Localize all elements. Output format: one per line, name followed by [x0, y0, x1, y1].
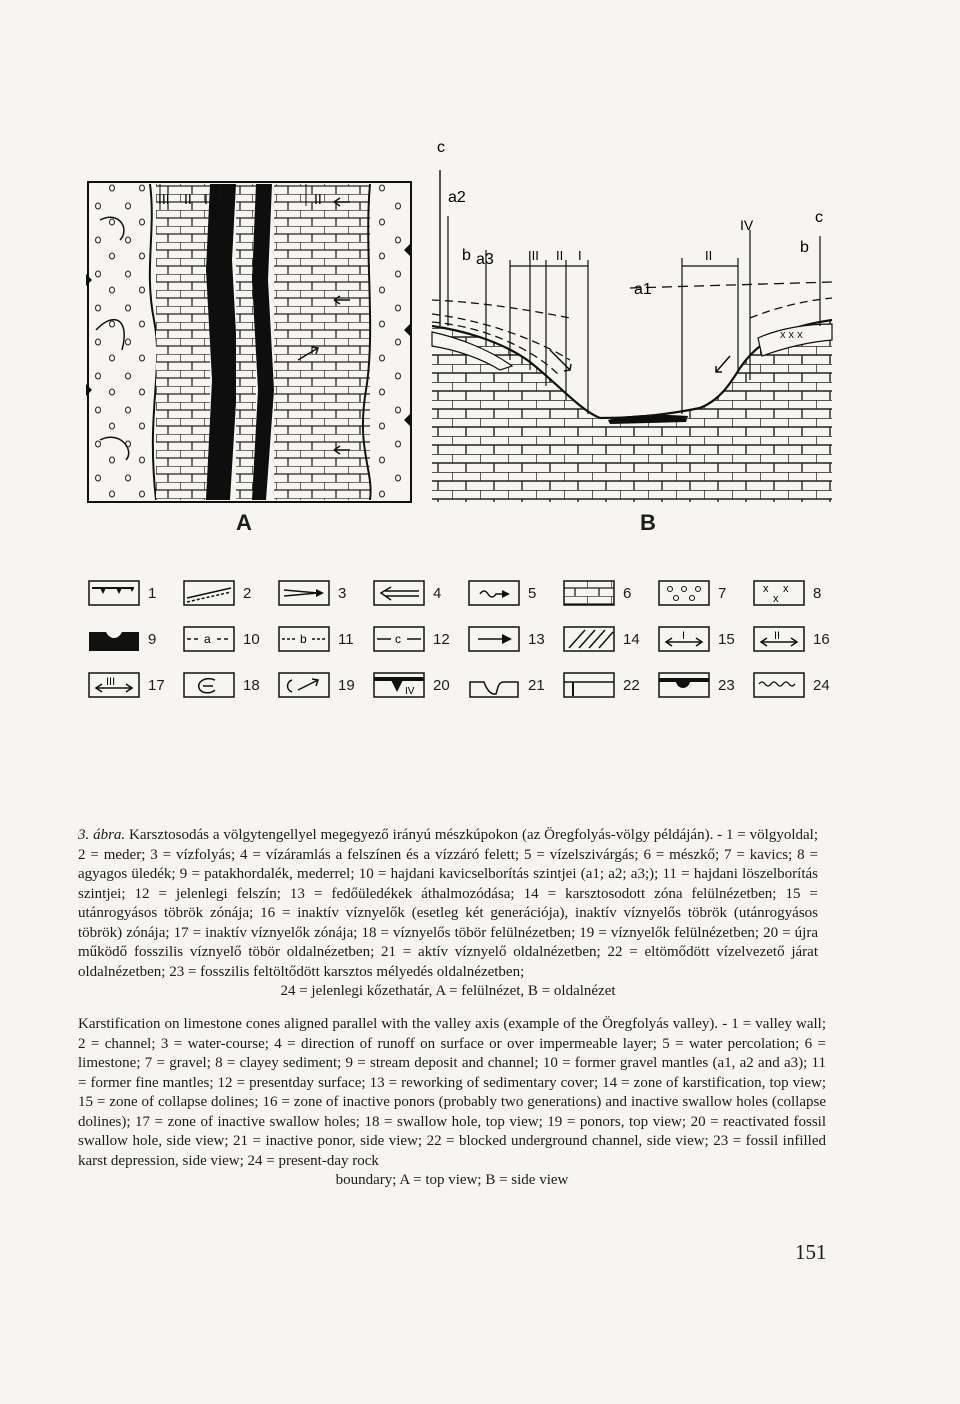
caption-en-text: Karstification on limestone cones aligned parallel with the valley axis (example of the Öregfolyás valley). - 1 = valley wall; 2 = channel; 3 = water-course; 4 = direction of runoff on surface or over impermeable layer; 5 = water percolation; 6 = limestone; 7 = gravel; 8 = clayey sediment; 9 = stream deposit and channel; 10 = former gravel mantles (a1, a2 and a3); 11 = former fine mantles; 12 = presentday surface; 13 = reworking of sedimentary cover; 14 = zone of karstification, top view; 15 = zone of collapse dolines; 16 = zone of inactive ponors (probably two generations) and inactive swallow holes (collapse dolines); 17 = zone of inactive swallow holes; 18 = swallow hole, top view; 19 = ponors, top view; 20 = reactivated fossil swallow hole, side view; 21 = inactive ponor, side view; 22 = blocked underground channel, side view; 23 = fossil infilled karst depression, side view; 24 = present-day rock [78, 1016, 826, 1169]
legend-number: 5 [528, 584, 537, 602]
legend-number: 20 [433, 676, 450, 694]
b-label-a1: a1 [634, 281, 652, 298]
gravel-icon [658, 580, 710, 606]
figure-reference: 3. ábra. [78, 827, 126, 843]
legend-item-2 [183, 578, 278, 608]
legend-number: 4 [433, 584, 442, 602]
a-zone-label-iii: III [158, 191, 170, 207]
legend-number: 21 [528, 676, 545, 694]
legend-item-9 [88, 624, 183, 654]
panel-b-label: B [640, 510, 656, 535]
legend-item-5 [468, 578, 563, 608]
inactive-ponors-zone-icon [753, 626, 805, 652]
inactive-ponor-icon [468, 672, 520, 698]
legend-item-22 [563, 670, 658, 700]
legend-item-24 [753, 670, 848, 700]
b-label-c-right: c [815, 209, 823, 226]
b-label-a2: a2 [448, 189, 466, 206]
runoff-direction-icon [373, 580, 425, 606]
svg-text:x: x [773, 593, 779, 605]
former-gravel-mantle-icon [183, 626, 235, 652]
b-label-ii-right: II [705, 248, 713, 263]
karst-figure [60, 130, 860, 550]
active-ponor-icon [563, 672, 615, 698]
legend-number: 16 [813, 630, 830, 648]
b-label-ii: II [556, 248, 564, 263]
legend-number: 10 [243, 630, 260, 648]
legend-number: 8 [813, 584, 822, 602]
legend-symbol-label: IV [405, 686, 415, 697]
legend-row [88, 624, 848, 654]
b-label-b-left: b [462, 247, 471, 264]
legend-item-12 [373, 624, 468, 654]
legend-item-10 [183, 624, 278, 654]
legend-symbol-label: I [682, 630, 686, 642]
legend-number: 14 [623, 630, 640, 648]
legend-number: 11 [338, 630, 354, 648]
legend-item-8 [753, 578, 848, 608]
legend-symbol-label: II [774, 630, 781, 642]
limestone-icon [563, 580, 615, 606]
legend-item-7 [658, 578, 753, 608]
legend-number: 2 [243, 584, 252, 602]
karstification-zone-icon [563, 626, 615, 652]
water-course-icon [278, 580, 330, 606]
legend-item-15 [658, 624, 753, 654]
caption-hungarian [78, 826, 818, 1002]
legend-symbol-label: b [300, 632, 307, 646]
legend-row [88, 670, 848, 700]
svg-text:x x x: x x x [780, 329, 803, 341]
a-zone-label-ii-right: II [314, 191, 322, 207]
present-surface-icon [373, 626, 425, 652]
legend-item-6 [563, 578, 658, 608]
legend-item-21 [468, 670, 563, 700]
caption-hu-last-line: 24 = jelenlegi kőzethatár, A = felülnézet, B = oldalnézet [280, 983, 616, 999]
stream-deposit-icon [88, 626, 140, 652]
b-label-c-top: c [437, 139, 445, 156]
legend-number: 24 [813, 676, 830, 694]
figure-drawing [60, 130, 860, 550]
legend-item-18 [183, 670, 278, 700]
legend-number: 13 [528, 630, 545, 648]
legend-number: 17 [148, 676, 165, 694]
panel-b-section [432, 170, 832, 502]
legend-item-4 [373, 578, 468, 608]
legend-item-3 [278, 578, 373, 608]
caption-hu-text: Karsztosodás a völgytengellyel megegyező irányú mészkúpokon (az Öregfolyás-völgy példáján). - 1 = völgyoldal; 2 = meder; 3 = vízfolyás; 4 = vízáramlás a felszínen és a vízzáró felett; 5 = vízelszivárgás; 6 = mészkő; 7 = kavics; 8 = agyagos üledék; 9 = patakhordalék, mederrel; 10 = hajdani kavicselborítás szintjei (a1; a2; a3;); 11 = hajdani löszelborítás szintjei; 12 = jelenlegi felszín; 13 = fedőüledékek áthalmozódása; 14 = karsztosodott zóna felülnézetben; 15 = utánrogyásos töbrök zónája; 16 = inaktív víznyelők (esetleg két generációja), inaktív víznyelős töbrök (utánrogyásos töbrök) zónája; 17 = inaktív víznyelők zónája; 18 = víznyelős töbör felülnézetben; 19 = víznyelők felülnézetben; 20 = újra működő fosszilis víznyelő töbör oldalnézetben; 21 = aktív víznyelő oldalnézetben; 22 = eltömődött vízelvezető járat oldalnézetben; 23 = fosszilis feltöltődött karsztos mélyedés oldalnézetben; [78, 827, 818, 980]
legend-item-11 [278, 624, 373, 654]
legend-number: 23 [718, 676, 735, 694]
reactivated-swallow-hole-icon [373, 672, 425, 698]
legend-item-23 [658, 670, 753, 700]
panel-a-label: A [236, 510, 252, 535]
caption-en-last-line: boundary; A = top view; B = side view [335, 1172, 569, 1188]
page-number: 151 [795, 1240, 827, 1264]
legend-number: 1 [148, 584, 157, 602]
caption-english [78, 1015, 826, 1191]
legend-item-1 [88, 578, 183, 608]
water-percolation-icon [468, 580, 520, 606]
channel-icon [183, 580, 235, 606]
legend-number: 6 [623, 584, 632, 602]
legend-number: 12 [433, 630, 450, 648]
inactive-swallow-holes-zone-icon [88, 672, 140, 698]
legend-number: 22 [623, 676, 640, 694]
caption-hu-body [78, 826, 818, 982]
collapse-dolines-zone-icon [658, 626, 710, 652]
clayey-sediment-icon [753, 580, 805, 606]
legend-symbol-label: c [395, 632, 401, 646]
legend-item-16 [753, 624, 848, 654]
legend-number: 18 [243, 676, 260, 694]
legend-number: 15 [718, 630, 735, 648]
legend-item-19 [278, 670, 373, 700]
b-label-i: I [578, 248, 582, 263]
legend-number: 7 [718, 584, 727, 602]
legend-number: 19 [338, 676, 355, 694]
swallow-hole-icon [183, 672, 235, 698]
legend-symbol-label: III [106, 676, 116, 688]
legend-item-14 [563, 624, 658, 654]
ponor-icon [278, 672, 330, 698]
blocked-channel-icon [658, 672, 710, 698]
svg-text:x: x [763, 583, 769, 595]
b-label-iv: IV [740, 217, 754, 233]
b-label-iii: III [528, 248, 539, 263]
legend-item-17 [88, 670, 183, 700]
svg-text:x: x [783, 583, 789, 595]
a-zone-label-ii: II [184, 191, 192, 207]
a-zone-label-i: I [204, 191, 208, 207]
valley-wall-icon [88, 580, 140, 606]
legend-item-20 [373, 670, 468, 700]
former-fine-mantle-icon [278, 626, 330, 652]
legend-row [88, 578, 848, 608]
figure-legend [88, 578, 848, 716]
rock-boundary-icon [753, 672, 805, 698]
legend-item-13 [468, 624, 563, 654]
b-label-b-right: b [800, 239, 809, 256]
b-label-a3: a3 [476, 251, 494, 268]
legend-number: 3 [338, 584, 347, 602]
reworking-cover-icon [468, 626, 520, 652]
legend-symbol-label: a [204, 632, 211, 646]
panel-a-map [86, 182, 411, 502]
legend-number: 9 [148, 630, 157, 648]
